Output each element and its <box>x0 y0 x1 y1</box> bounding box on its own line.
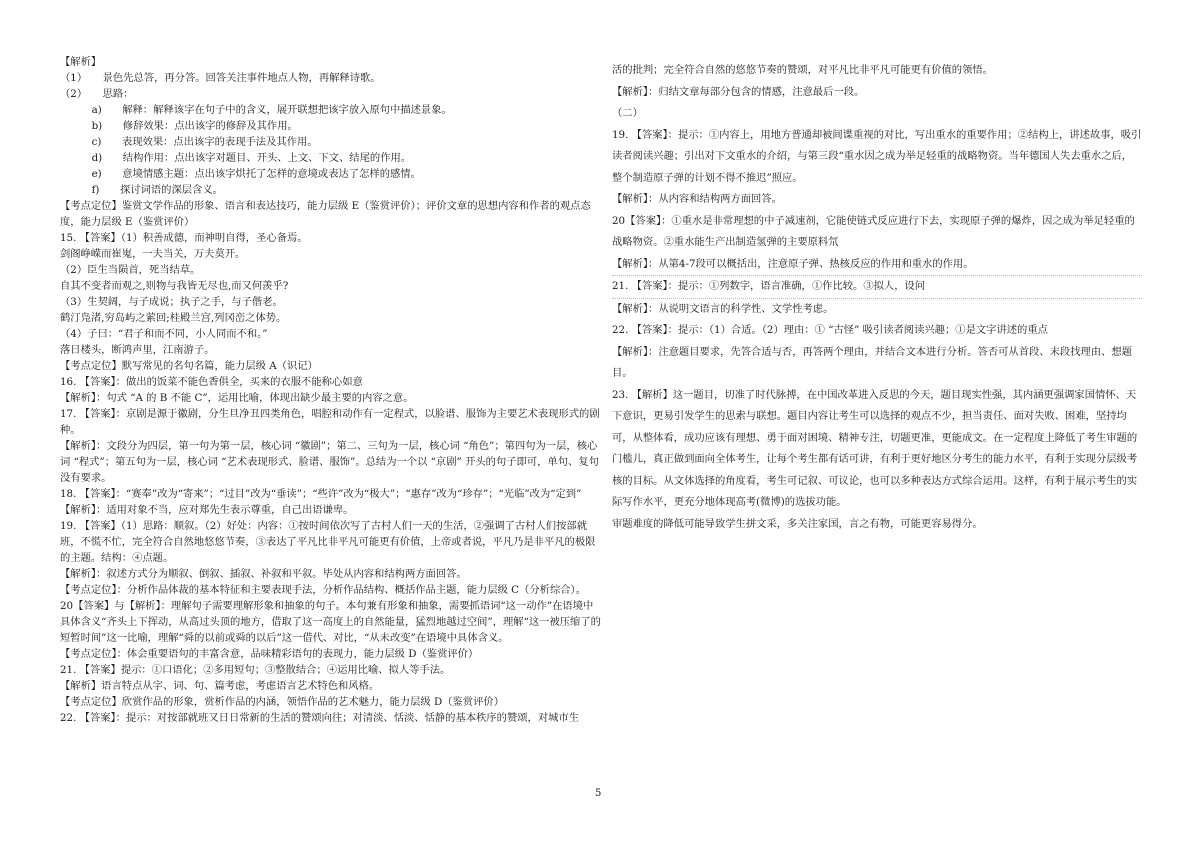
text-line: 21. 【答案】：提示：①列数字，语言准确，①作比较。③拟人，设问 <box>612 276 1142 299</box>
text-line: 鹤汀凫渚,穷岛屿之萦回;桂殿兰宫,列冈峦之体势。 <box>60 312 287 324</box>
text-line: 【解析】：叙述方式分为顺叙、倒叙、插叙、补叙和平叙。毕处从内容和结构两方面回答。 <box>60 568 467 580</box>
text-line: （二） <box>612 107 643 119</box>
text-line: 【解析】 <box>60 56 102 68</box>
text-line: 自其不变者而观之,则物与我皆无尽也,而又何羡乎? <box>60 280 289 292</box>
page-number: 5 <box>595 788 602 799</box>
text-line: （3）生契阔，与子成说；执子之手，与子偕老。 <box>60 296 283 308</box>
text-line: 22. 【答案】：提示：对按部就班又日日常新的生活的赞颂向往；对清淡、恬淡、恬静的基本秩序的赞颂，对城市生 <box>60 712 580 724</box>
text-line: 【解析】语言特点从字、词、句、篇考虑，考虑语言艺术特色和风格。 <box>60 680 380 692</box>
text-line: （2） 思路： <box>60 88 134 100</box>
text-line: 17. 【答案】：京剧是源于徽剧，分生旦净丑四类角色，唱腔和动作有一定程式，以脸谱、服饰为主要艺术表现形式的剧种。 <box>60 408 600 436</box>
text-line: 【考点定位】鉴赏文学作品的形象、语言和表达技巧，能力层级 E（鉴赏评价）；评价文章的思想内容和作者的观点态度，能力层级 E（鉴赏评价） <box>60 200 591 228</box>
text-line: d) 结构作用：点出该字对题目、开头、上文、下文、结尾的作用。 <box>78 152 412 164</box>
text-line: （1） 景色先总答，再分答。回答关注事件地点人物，再解释诗歌。 <box>60 72 381 84</box>
text-line: e) 意境情感主题：点出该字烘托了怎样的意境或表达了怎样的感情。 <box>78 168 421 180</box>
text-line: 【解析】：句式 “A 的 B 不能 C”，运用比喻，体现出缺少最主要的内容之意。 <box>60 392 414 404</box>
text-line: 19. 【答案】（1）思路：顺叙。（2）好处：内容：①按时间依次写了古村人们一天的生活，②强调了古村人们按部就班，不慌不忙，完全符合自然地悠悠节奏，③表达了平凡比非平凡可能更有价值，上帝或者说，平凡乃是非平凡的极限的主题。结构：④点题。 <box>60 520 596 564</box>
text-line: 23. 【解析】这一题目，切准了时代脉搏，在中国改革进入反思的今天，题目现实性强，其内涵更强调家国情怀、天下意识，更易引发学生的思索与联想。题目内容让考生可以选择的观点不少，担当责任、面对失败、困难，坚持均可，从整体看，成功应该有理想、勇于面对困境、精神专注，切题更准，更能成文。在一定程度上降低了考生审题的门槛儿，真正做到面向全体考生，让每个考生都有话可讲，有利于更好地区分考生的能力水平，有利于实现分层级考核的目标。从文体选择的角度看，考生可记叙、可议论，也可以多种表达方式综合运用。这样，有利于展示考生的实际写作水平，更充分地体现高考(微博)的选拔功能。 <box>612 388 1138 508</box>
text-line: 21. 【答案】提示：①口语化；②多用短句；③整散结合；④运用比喻、拟人等手法。 <box>60 664 451 676</box>
text-line: 【解析】：从说明文语言的科学性、文学性考虑。 <box>612 302 834 315</box>
text-line: 落日楼头，断鸿声里，江南游子。 <box>60 344 215 356</box>
text-line: 【解析】：从第4-7段可以概括出，注意原子弹、热核反应的作用和重水的作用。 <box>612 254 1142 277</box>
text-line: 【解析】：文段分为四层，第一句为第一层，核心词 “徽剧”；第二、三句为一层，核心词 “角色”；第四句为一层，核心词 “程式”；第五句为一层，核心词 “艺术表现形式、脸谱、服饰”。总结为一个以 “京剧” 开头的句子即可，单句、复句没有要求。 <box>60 440 599 484</box>
text-line: 16. 【答案】：做出的饭菜不能色香俱全，买来的衣服不能称心如意 <box>60 376 363 388</box>
text-line: 活的批判；完全符合自然的悠悠节奏的赞颂，对平凡比非平凡可能更有价值的领悟。 <box>612 64 993 76</box>
text-line: （2）臣生当陨首，死当结草。 <box>60 264 201 276</box>
answer-column-left <box>60 54 602 726</box>
text-line: 【解析】：归结文章每部分包含的情感，注意最后一段。 <box>612 85 865 98</box>
text-line: 15. 【答案】（1）积善成德，而神明自得，圣心备焉。 <box>60 232 308 244</box>
text-line: c) 表现效果：点出该字的表现手法及其作用。 <box>78 136 318 148</box>
text-line: （4）子曰：“君子和而不同，小人同而不和。” <box>60 328 268 340</box>
text-line: 22. 【答案】：提示：（1）合适。（2）理由：① “古怪” 吸引读者阅读兴趣；①是文字讲述的重点 <box>612 324 1048 336</box>
text-line: 【考点定位】默写常见的名句名篇，能力层级 A（识记） <box>60 360 318 372</box>
text-line: 20【答案】与【解析】：理解句子需要理解形象和抽象的句子。本句兼有形象和抽象，需要抓语词“这一动作”在语境中具体含义“齐头上下挥动，从高过头顶的地方，借取了这一高度上的自然能量，猛烈地越过空间”，理解“这一被压缩了的短暂时间”这一比喻，理解“舜的以前或舜的以后”这一借代、对比，“从未改变”在语境中具体含义。 <box>60 600 601 644</box>
text-line: 【解析】：从内容和结构两方面回答。 <box>612 193 782 205</box>
text-line: 【考点定位】：体会重要语句的丰富含意，品味精彩语句的表现力，能力层级 D（鉴赏评价） <box>60 648 479 660</box>
text-line: 【解析】：适用对象不当，应对郑先生表示尊重，自己出语谦卑。 <box>60 504 354 516</box>
text-line: b) 修辞效果：点出该字的修辞及其作用。 <box>78 120 298 132</box>
text-line: 【考点定位】：分析作品体裁的基本特征和主要表现手法，分析作品结构、概括作品主题，能力层级 C（分析综合）。 <box>60 584 586 596</box>
text-line: 20【答案】：①重水是非常理想的中子减速剂，它能使链式反应进行下去，实现原子弹的爆炸，因之成为举足轻重的战略物资。②重水能生产出制造氢弹的主要原料氘 <box>612 214 1135 248</box>
text-line: 审题难度的降低可能导致学生拼文采，多关注家国，言之有物，可能更容易得分。 <box>612 517 983 530</box>
text-line: f) 探讨词语的深层含义。 <box>78 184 223 196</box>
text-line: 19. 【答案】：提示：①内容上，用地方普通却被间谍重视的对比，写出重水的重要作用；②结构上，讲述故事，吸引读者阅读兴趣；引出对下文重水的介绍，与第三段“重水因之成为举足轻重的战略物资。当年德国人失去重水之后，整个制造原子弹的计划不得不推迟”照应。 <box>612 128 1142 184</box>
text-line: a) 解释：解释该字在句子中的含义，展开联想把该字放入原句中描述景象。 <box>78 104 452 116</box>
text-line: 剑阁峥嵘而崔嵬，一夫当关，万夫莫开。 <box>60 248 246 260</box>
answer-column-right <box>612 60 1142 535</box>
text-line: 【解析】：注意题目要求，先答合适与否，再答两个理由，并结合文本进行分析。答否可从首段、末段找理由、想题目。 <box>612 345 1132 379</box>
text-line: 18. 【答案】：“赛奉”改为“寄来”；“过目”改为“垂读”；“些许”改为“极大”；“惠存”改为“珍存”；“光临”改为“定到” <box>60 488 582 500</box>
text-line: 【考点定位】欣赏作品的形象，赏析作品的内涵，领悟作品的艺术魅力，能力层级 D（鉴赏评价） <box>60 696 504 708</box>
